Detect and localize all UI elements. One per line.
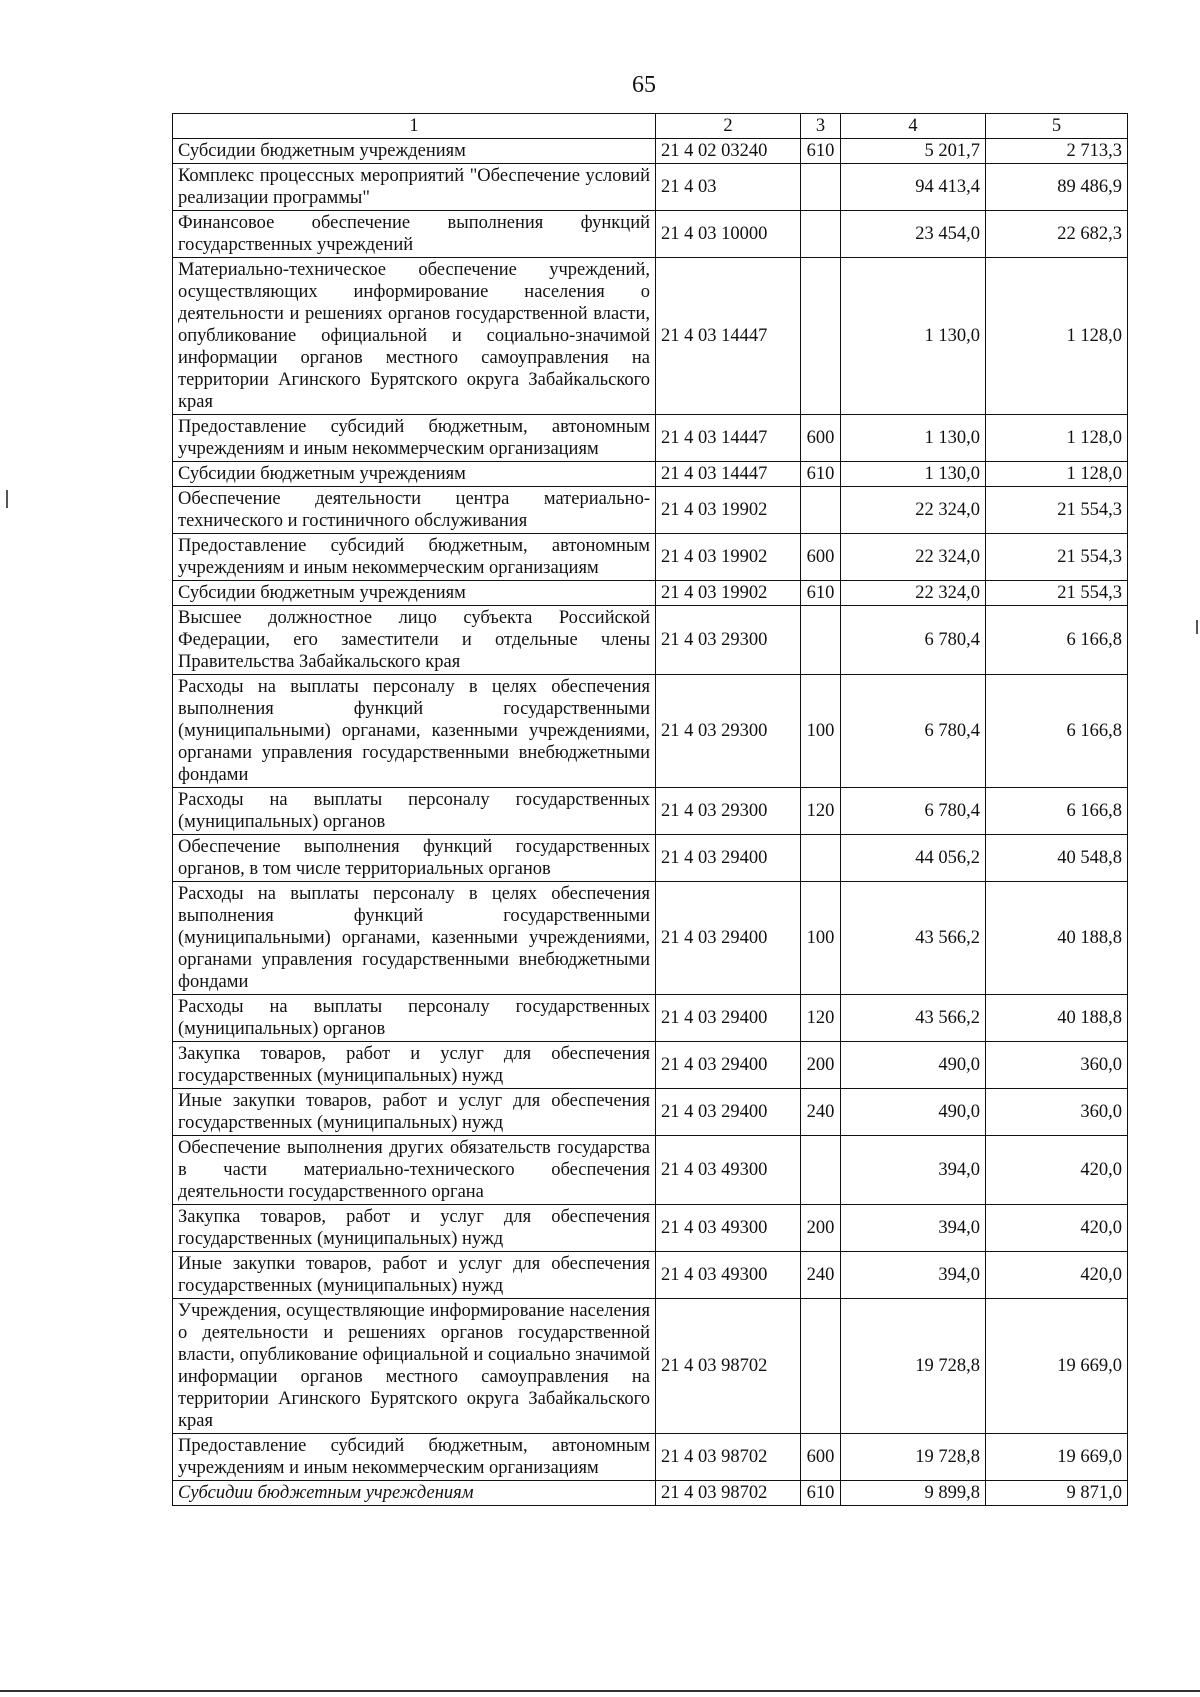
row-type — [801, 1299, 841, 1434]
row-type — [801, 164, 841, 211]
row-type: 600 — [801, 1434, 841, 1481]
row-code: 21 4 03 29400 — [656, 882, 801, 995]
row-value-5: 360,0 — [986, 1042, 1128, 1089]
table-row — [173, 211, 1128, 258]
scan-edge-mark — [6, 490, 8, 508]
row-code: 21 4 03 49300 — [656, 1205, 801, 1252]
row-value-5: 21 554,3 — [986, 534, 1128, 581]
row-value-4: 22 324,0 — [841, 534, 986, 581]
row-name: Комплекс процессных мероприятий "Обеспечение условий реализации программы" — [173, 164, 656, 211]
row-value-4: 6 780,4 — [841, 675, 986, 788]
row-value-4: 23 454,0 — [841, 211, 986, 258]
row-value-4: 1 130,0 — [841, 258, 986, 415]
row-name: Предоставление субсидий бюджетным, автономным учреждениям и иным некоммерческим организациям — [173, 1434, 656, 1481]
row-value-5: 40 188,8 — [986, 995, 1128, 1042]
column-header-1: 1 — [173, 114, 656, 139]
row-name: Субсидии бюджетным учреждениям — [173, 462, 656, 487]
scan-bottom-edge — [0, 1690, 1200, 1692]
row-name: Закупка товаров, работ и услуг для обеспечения государственных (муниципальных) нужд — [173, 1042, 656, 1089]
row-value-4: 43 566,2 — [841, 882, 986, 995]
row-value-5: 360,0 — [986, 1089, 1128, 1136]
row-type: 120 — [801, 995, 841, 1042]
row-code: 21 4 03 29400 — [656, 1042, 801, 1089]
row-value-5: 19 669,0 — [986, 1299, 1128, 1434]
row-value-4: 44 056,2 — [841, 835, 986, 882]
budget-table — [172, 113, 1128, 1506]
table-row — [173, 675, 1128, 788]
row-type — [801, 211, 841, 258]
row-value-5: 420,0 — [986, 1205, 1128, 1252]
table-row — [173, 1042, 1128, 1089]
row-value-4: 6 780,4 — [841, 788, 986, 835]
row-value-5: 2 713,3 — [986, 139, 1128, 164]
row-name: Высшее должностное лицо субъекта Российской Федерации, его заместители и отдельные члены Правительства Забайкальского края — [173, 606, 656, 675]
row-value-5: 21 554,3 — [986, 581, 1128, 606]
row-name: Обеспечение выполнения других обязательств государства в части материально-технического обеспечения деятельности государственного органа — [173, 1136, 656, 1205]
row-value-5: 21 554,3 — [986, 487, 1128, 534]
table-row — [173, 1481, 1128, 1506]
row-type: 610 — [801, 581, 841, 606]
row-value-5: 89 486,9 — [986, 164, 1128, 211]
row-value-4: 490,0 — [841, 1089, 986, 1136]
row-value-5: 19 669,0 — [986, 1434, 1128, 1481]
row-type: 100 — [801, 882, 841, 995]
row-value-4: 394,0 — [841, 1205, 986, 1252]
row-type — [801, 258, 841, 415]
row-code: 21 4 02 03240 — [656, 139, 801, 164]
row-code: 21 4 03 49300 — [656, 1136, 801, 1205]
scan-edge-mark — [1196, 620, 1198, 634]
row-code: 21 4 03 98702 — [656, 1299, 801, 1434]
row-code: 21 4 03 29300 — [656, 606, 801, 675]
row-code: 21 4 03 14447 — [656, 415, 801, 462]
row-name: Финансовое обеспечение выполнения функций государственных учреждений — [173, 211, 656, 258]
row-value-4: 1 130,0 — [841, 462, 986, 487]
row-type: 240 — [801, 1089, 841, 1136]
row-value-4: 490,0 — [841, 1042, 986, 1089]
row-code: 21 4 03 19902 — [656, 581, 801, 606]
table-row — [173, 415, 1128, 462]
row-type — [801, 835, 841, 882]
row-value-4: 394,0 — [841, 1136, 986, 1205]
table-row — [173, 1299, 1128, 1434]
row-name: Субсидии бюджетным учреждениям — [173, 139, 656, 164]
row-code: 21 4 03 10000 — [656, 211, 801, 258]
row-name: Расходы на выплаты персоналу государственных (муниципальных) органов — [173, 995, 656, 1042]
row-value-5: 6 166,8 — [986, 675, 1128, 788]
row-code: 21 4 03 98702 — [656, 1481, 801, 1506]
row-code: 21 4 03 29400 — [656, 835, 801, 882]
table-row — [173, 1089, 1128, 1136]
table-row — [173, 1136, 1128, 1205]
row-name: Иные закупки товаров, работ и услуг для обеспечения государственных (муниципальных) нужд — [173, 1252, 656, 1299]
row-name: Расходы на выплаты персоналу в целях обеспечения выполнения функций государственными (муниципальными) органами, казенными учреждениями, органами управления государственными внебюджетными фондами — [173, 675, 656, 788]
table-row — [173, 606, 1128, 675]
row-code: 21 4 03 29300 — [656, 788, 801, 835]
table-row — [173, 462, 1128, 487]
row-code: 21 4 03 — [656, 164, 801, 211]
table-row — [173, 835, 1128, 882]
row-value-4: 43 566,2 — [841, 995, 986, 1042]
row-code: 21 4 03 19902 — [656, 534, 801, 581]
column-header-2: 2 — [656, 114, 801, 139]
row-type: 610 — [801, 139, 841, 164]
row-value-4: 5 201,7 — [841, 139, 986, 164]
table-row — [173, 1434, 1128, 1481]
row-value-4: 19 728,8 — [841, 1434, 986, 1481]
row-value-4: 19 728,8 — [841, 1299, 986, 1434]
column-header-3: 3 — [801, 114, 841, 139]
row-value-5: 1 128,0 — [986, 258, 1128, 415]
row-name: Субсидии бюджетным учреждениям — [173, 581, 656, 606]
row-code: 21 4 03 29400 — [656, 1089, 801, 1136]
row-value-5: 6 166,8 — [986, 788, 1128, 835]
row-type: 600 — [801, 415, 841, 462]
row-value-4: 22 324,0 — [841, 581, 986, 606]
row-value-4: 394,0 — [841, 1252, 986, 1299]
row-name: Предоставление субсидий бюджетным, автономным учреждениям и иным некоммерческим организациям — [173, 415, 656, 462]
column-header-5: 5 — [986, 114, 1128, 139]
row-type: 120 — [801, 788, 841, 835]
row-name: Расходы на выплаты персоналу в целях обеспечения выполнения функций государственными (муниципальными) органами, казенными учреждениями, органами управления государственными внебюджетными фондами — [173, 882, 656, 995]
row-name: Обеспечение выполнения функций государственных органов, в том числе территориальных органов — [173, 835, 656, 882]
row-value-5: 420,0 — [986, 1252, 1128, 1299]
row-type — [801, 1136, 841, 1205]
table-row — [173, 487, 1128, 534]
row-value-4: 22 324,0 — [841, 487, 986, 534]
row-type: 610 — [801, 462, 841, 487]
table-row — [173, 139, 1128, 164]
row-value-5: 22 682,3 — [986, 211, 1128, 258]
row-name: Материально-техническое обеспечение учреждений, осуществляющих информирование населения о деятельности и решениях органов государственной власти, опубликование официальной и социально-значимой информации органов местного самоуправления на территории Агинского Бурятского округа Забайкальского края — [173, 258, 656, 415]
row-type — [801, 606, 841, 675]
row-type — [801, 487, 841, 534]
row-value-5: 6 166,8 — [986, 606, 1128, 675]
row-type: 240 — [801, 1252, 841, 1299]
table-row — [173, 788, 1128, 835]
table-row — [173, 1205, 1128, 1252]
row-code: 21 4 03 98702 — [656, 1434, 801, 1481]
row-type: 200 — [801, 1042, 841, 1089]
row-name: Учреждения, осуществляющие информирование населения о деятельности и решениях органов государственной власти, опубликование официальной и социально значимой информации органов местного самоуправления на территории Агинского Бурятского округа Забайкальского края — [173, 1299, 656, 1434]
column-header-4: 4 — [841, 114, 986, 139]
row-code: 21 4 03 29300 — [656, 675, 801, 788]
table-row — [173, 995, 1128, 1042]
page-number: 65 — [632, 72, 656, 98]
row-value-4: 6 780,4 — [841, 606, 986, 675]
table-row — [173, 1252, 1128, 1299]
row-type: 610 — [801, 1481, 841, 1506]
table-row — [173, 258, 1128, 415]
row-value-4: 94 413,4 — [841, 164, 986, 211]
row-code: 21 4 03 29400 — [656, 995, 801, 1042]
row-value-4: 1 130,0 — [841, 415, 986, 462]
table-row — [173, 581, 1128, 606]
row-name: Расходы на выплаты персоналу государственных (муниципальных) органов — [173, 788, 656, 835]
row-code: 21 4 03 49300 — [656, 1252, 801, 1299]
table-row — [173, 164, 1128, 211]
row-value-4: 9 899,8 — [841, 1481, 986, 1506]
header-row — [173, 114, 1128, 139]
row-value-5: 420,0 — [986, 1136, 1128, 1205]
row-name: Субсидии бюджетным учреждениям — [173, 1481, 656, 1506]
table-row — [173, 882, 1128, 995]
row-type: 600 — [801, 534, 841, 581]
row-name: Иные закупки товаров, работ и услуг для обеспечения государственных (муниципальных) нужд — [173, 1089, 656, 1136]
row-value-5: 1 128,0 — [986, 462, 1128, 487]
row-value-5: 40 548,8 — [986, 835, 1128, 882]
row-type: 200 — [801, 1205, 841, 1252]
row-type: 100 — [801, 675, 841, 788]
row-name: Закупка товаров, работ и услуг для обеспечения государственных (муниципальных) нужд — [173, 1205, 656, 1252]
row-name: Обеспечение деятельности центра материально-технического и гостиничного обслуживания — [173, 487, 656, 534]
table-row — [173, 534, 1128, 581]
row-value-5: 40 188,8 — [986, 882, 1128, 995]
row-value-5: 1 128,0 — [986, 415, 1128, 462]
row-name: Предоставление субсидий бюджетным, автономным учреждениям и иным некоммерческим организациям — [173, 534, 656, 581]
row-code: 21 4 03 14447 — [656, 462, 801, 487]
row-code: 21 4 03 14447 — [656, 258, 801, 415]
row-code: 21 4 03 19902 — [656, 487, 801, 534]
row-value-5: 9 871,0 — [986, 1481, 1128, 1506]
